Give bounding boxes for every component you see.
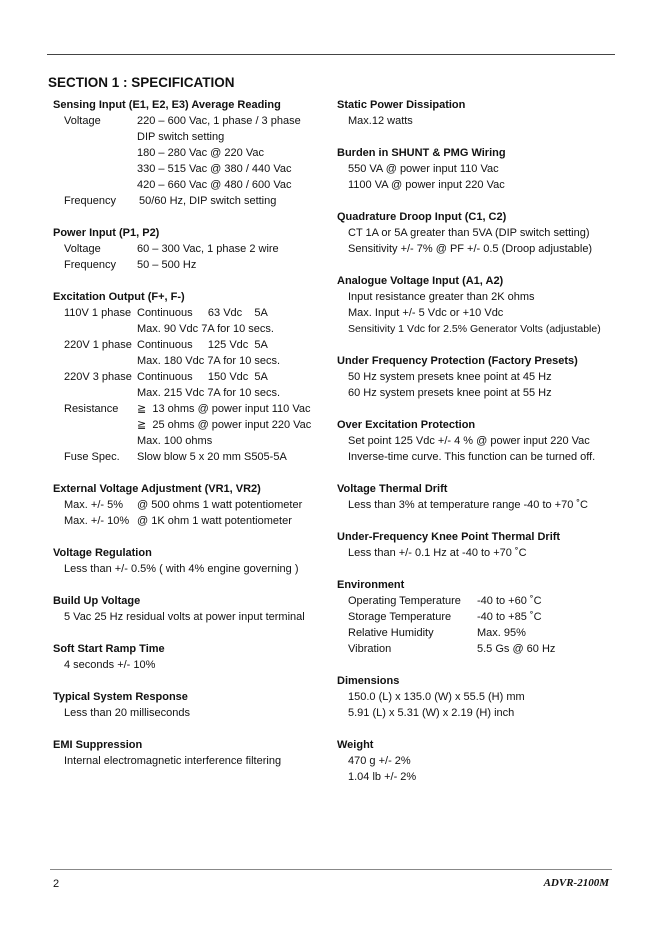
power-input-heading: Power Input (P1, P2) xyxy=(53,227,160,239)
sensing-voltage-row xyxy=(53,145,328,161)
system-response-heading: Typical System Response xyxy=(53,691,188,703)
external-voltage-block xyxy=(53,481,328,529)
excitation-output-heading: Excitation Output (F+, F-) xyxy=(53,291,185,303)
sensing-frequency-row xyxy=(53,193,328,209)
sensing-voltage-row xyxy=(53,161,328,177)
spec-value: Max. 180 Vdc 7A for 10 secs. xyxy=(137,355,281,367)
excitation-row xyxy=(53,337,328,353)
thermal-drift-block xyxy=(337,481,627,513)
spec-value: Continuous 125 Vdc 5A xyxy=(137,339,268,351)
analogue-input-block xyxy=(337,273,627,337)
spec-label: Fuse Spec. xyxy=(64,451,120,463)
spec-value: -40 to +85 ˚C xyxy=(477,611,542,623)
spec-value: 420 – 660 Vac @ 480 / 600 Vac xyxy=(137,179,292,191)
sensing-voltage-row xyxy=(53,129,328,145)
emi-suppression-heading: EMI Suppression xyxy=(53,739,143,751)
spec-value: Inverse-time curve. This function can be turned off. xyxy=(348,451,596,463)
environment-heading: Environment xyxy=(337,579,405,591)
spec-value: 5 Vac 25 Hz residual volts at power input terminal xyxy=(64,611,305,623)
spacer xyxy=(53,177,137,193)
spec-value: CT 1A or 5A greater than 5VA (DIP switch setting) xyxy=(348,227,590,239)
under-frequency-block xyxy=(337,353,627,401)
spec-value: Continuous 150 Vdc 5A xyxy=(137,371,268,383)
soft-start-block xyxy=(53,641,328,673)
spec-label: Resistance xyxy=(64,403,119,415)
spec-value: ≧ 25 ohms @ power input 220 Vac xyxy=(137,419,312,431)
environment-row xyxy=(337,625,627,641)
excitation-row xyxy=(53,305,328,321)
spec-value: Slow blow 5 x 20 mm S505-5A xyxy=(137,451,287,463)
spec-value: 5.91 (L) x 5.31 (W) x 2.19 (H) inch xyxy=(348,707,515,719)
ext-voltage-row xyxy=(53,497,328,513)
spec-label: Voltage xyxy=(64,243,101,255)
page-number: 2 xyxy=(53,878,60,890)
spacer xyxy=(53,433,137,449)
over-excitation-block xyxy=(337,417,627,465)
spec-value: 1.04 lb +/- 2% xyxy=(348,771,417,783)
spec-value: Less than +/- 0.1 Hz at -40 to +70 ˚C xyxy=(348,547,527,559)
spec-value: 4 seconds +/- 10% xyxy=(64,659,156,671)
sensing-input-heading: Sensing Input (E1, E2, E3) Average Reading xyxy=(53,99,281,111)
analogue-input-heading: Analogue Voltage Input (A1, A2) xyxy=(337,275,504,287)
spec-value: Sensitivity 1 Vdc for 2.5% Generator Volts (adjustable) xyxy=(348,323,601,335)
spec-label: Frequency xyxy=(64,195,116,207)
spec-label: Relative Humidity xyxy=(348,627,434,639)
knee-point-drift-heading: Under-Frequency Knee Point Thermal Drift xyxy=(337,531,561,543)
spec-value: Max. 95% xyxy=(477,627,526,639)
excitation-row xyxy=(53,353,328,369)
resistance-row xyxy=(53,417,328,433)
spacer xyxy=(53,145,137,161)
spec-value: 60 Hz system presets knee point at 55 Hz xyxy=(348,387,552,399)
footer-rule xyxy=(50,869,612,870)
spec-value: Max. 100 ohms xyxy=(137,435,213,447)
knee-point-drift-block xyxy=(337,529,627,561)
section-title: SECTION 1 : SPECIFICATION xyxy=(48,75,235,90)
build-up-voltage-heading: Build Up Voltage xyxy=(53,595,141,607)
spec-value: Input resistance greater than 2K ohms xyxy=(348,291,535,303)
spec-value: ≧ 13 ohms @ power input 110 Vac xyxy=(137,403,311,415)
environment-row xyxy=(337,641,627,657)
spec-value: 50 – 500 Hz xyxy=(137,259,197,271)
spec-value: Max. Input +/- 5 Vdc or +10 Vdc xyxy=(348,307,504,319)
spec-value: Internal electromagnetic interference filtering xyxy=(64,755,282,767)
over-excitation-heading: Over Excitation Protection xyxy=(337,419,476,431)
thermal-drift-heading: Voltage Thermal Drift xyxy=(337,483,448,495)
burden-heading: Burden in SHUNT & PMG Wiring xyxy=(337,147,506,159)
resistance-row xyxy=(53,433,328,449)
under-frequency-heading: Under Frequency Protection (Factory Presets) xyxy=(337,355,578,367)
soft-start-heading: Soft Start Ramp Time xyxy=(53,643,165,655)
fuse-row xyxy=(53,449,328,465)
ext-voltage-row xyxy=(53,513,328,529)
spacer xyxy=(53,353,137,369)
weight-heading: Weight xyxy=(337,739,374,751)
static-power-heading: Static Power Dissipation xyxy=(337,99,466,111)
spec-value: 50/60 Hz, DIP switch setting xyxy=(139,195,277,207)
spec-value: @ 1K ohm 1 watt potentiometer xyxy=(137,515,292,527)
emi-suppression-block xyxy=(53,737,328,769)
sensing-voltage-row xyxy=(53,177,328,193)
burden-block xyxy=(337,145,627,193)
left-column xyxy=(53,97,328,785)
spacer xyxy=(53,321,137,337)
spec-value: 550 VA @ power input 110 Vac xyxy=(348,163,499,175)
spacer xyxy=(53,417,137,433)
spec-value: DIP switch setting xyxy=(137,131,225,143)
spec-value: Continuous 63 Vdc 5A xyxy=(137,307,268,319)
spec-label: 220V 1 phase xyxy=(64,339,132,351)
spec-value: Max.12 watts xyxy=(348,115,413,127)
spec-label: Max. +/- 10% xyxy=(64,515,130,527)
spec-label: Voltage xyxy=(64,115,101,127)
voltage-regulation-block xyxy=(53,545,328,577)
spec-label: 110V 1 phase xyxy=(64,307,132,319)
spec-value: 470 g +/- 2% xyxy=(348,755,411,767)
excitation-row xyxy=(53,385,328,401)
spec-label: Vibration xyxy=(348,643,392,655)
environment-block xyxy=(337,577,627,657)
excitation-row xyxy=(53,321,328,337)
spec-value: 1100 VA @ power input 220 Vac xyxy=(348,179,505,191)
spec-value: Max. 215 Vdc 7A for 10 secs. xyxy=(137,387,281,399)
build-up-voltage-block xyxy=(53,593,328,625)
weight-block xyxy=(337,737,627,785)
spec-value: 330 – 515 Vac @ 380 / 440 Vac xyxy=(137,163,292,175)
sensing-voltage-row xyxy=(53,113,328,129)
spec-value: Max. 90 Vdc 7A for 10 secs. xyxy=(137,323,274,335)
spec-label: Storage Temperature xyxy=(348,611,452,623)
spec-value: Less than +/- 0.5% ( with 4% engine governing ) xyxy=(64,563,299,575)
power-frequency-row xyxy=(53,257,328,273)
right-column xyxy=(337,97,627,801)
spec-value: Less than 20 milliseconds xyxy=(64,707,190,719)
resistance-row xyxy=(53,401,328,417)
spacer xyxy=(53,161,137,177)
dimensions-block xyxy=(337,673,627,721)
spec-label: 220V 3 phase xyxy=(64,371,132,383)
excitation-row xyxy=(53,369,328,385)
dimensions-heading: Dimensions xyxy=(337,675,400,687)
model-name: ADVR-2100M xyxy=(543,877,609,889)
spec-value: -40 to +60 ˚C xyxy=(477,595,542,607)
spacer xyxy=(53,385,137,401)
spec-value: 60 – 300 Vac, 1 phase 2 wire xyxy=(137,243,279,255)
static-power-block xyxy=(337,97,627,129)
spec-value: 150.0 (L) x 135.0 (W) x 55.5 (H) mm xyxy=(348,691,525,703)
spec-label: Max. +/- 5% xyxy=(64,499,123,511)
spec-value: 220 – 600 Vac, 1 phase / 3 phase xyxy=(137,115,301,127)
spec-label: Frequency xyxy=(64,259,116,271)
spec-value: Set point 125 Vdc +/- 4 % @ power input 220 Vac xyxy=(348,435,590,447)
system-response-block xyxy=(53,689,328,721)
spec-value: @ 500 ohms 1 watt potentiometer xyxy=(137,499,303,511)
environment-row xyxy=(337,609,627,625)
excitation-output-block xyxy=(53,289,328,465)
sensing-input-block xyxy=(53,97,328,209)
spacer xyxy=(53,129,137,145)
external-voltage-heading: External Voltage Adjustment (VR1, VR2) xyxy=(53,483,261,495)
spec-label: Operating Temperature xyxy=(348,595,461,607)
spec-value: Sensitivity +/- 7% @ PF +/- 0.5 (Droop adjustable) xyxy=(348,243,593,255)
spec-value: 180 – 280 Vac @ 220 Vac xyxy=(137,147,264,159)
voltage-regulation-heading: Voltage Regulation xyxy=(53,547,152,559)
spec-value: Less than 3% at temperature range -40 to +70 ˚C xyxy=(348,499,589,511)
power-voltage-row xyxy=(53,241,328,257)
quadrature-droop-block xyxy=(337,209,627,257)
spec-value: 50 Hz system presets knee point at 45 Hz xyxy=(348,371,552,383)
header-rule xyxy=(47,54,615,55)
environment-row xyxy=(337,593,627,609)
spec-value: 5.5 Gs @ 60 Hz xyxy=(477,643,556,655)
power-input-block xyxy=(53,225,328,273)
quadrature-droop-heading: Quadrature Droop Input (C1, C2) xyxy=(337,211,507,223)
